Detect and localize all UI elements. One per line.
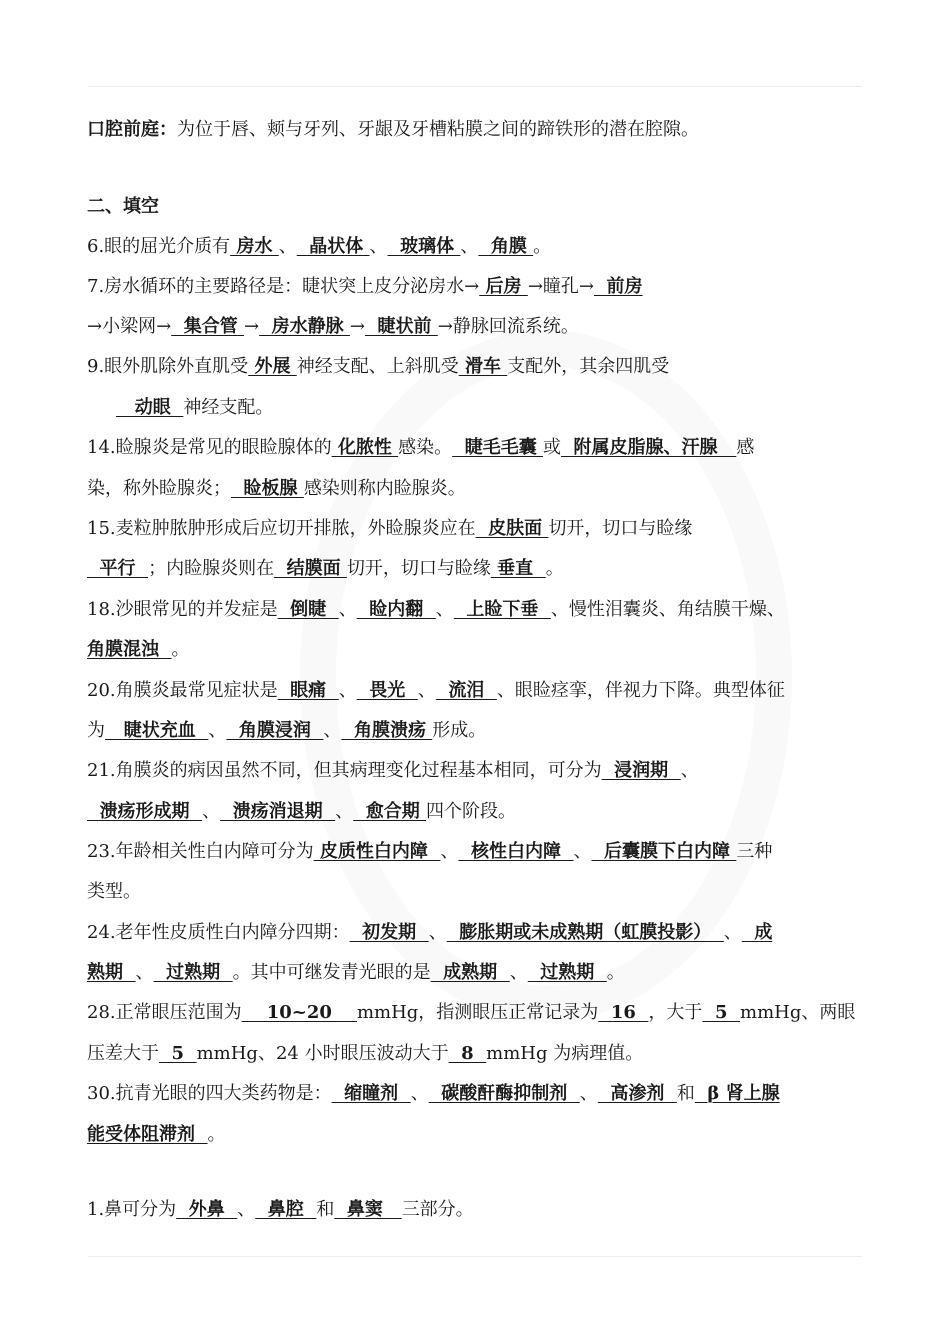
answer: 睫状前 (364, 316, 438, 337)
answer: 眼痛 (277, 680, 339, 701)
text: 三种 (736, 841, 773, 862)
question-21-line-1 (87, 758, 699, 784)
sep: 、 (440, 841, 459, 862)
answer: 核性白内障 (458, 841, 574, 862)
top-divider (88, 86, 862, 87)
text: 15.麦粒肿脓肿形成后应切开排脓，外睑腺炎应在 (87, 518, 476, 539)
answer: 溃疡消退期 (220, 801, 336, 822)
answer: 倒睫 (277, 599, 339, 620)
sep: 、 (237, 1199, 256, 1220)
answer: 角膜溃疡 (341, 720, 433, 741)
answer: 化脓性 (331, 437, 399, 458)
answer: 初发期 (349, 922, 429, 943)
answer: 睫状充血 (105, 720, 209, 741)
question-15-line-1 (87, 516, 692, 542)
sep: 、 (573, 841, 592, 862)
answer: 流泪 (435, 680, 497, 701)
text: 、慢性泪囊炎、角结膜干燥、 (550, 599, 785, 620)
text: 。 (606, 962, 625, 983)
text: ，大于 (648, 1002, 703, 1023)
text: 或 (542, 437, 561, 458)
answer: 前房 (593, 276, 643, 297)
question-6 (87, 234, 551, 260)
question-28-line-2 (87, 1041, 643, 1067)
answer: 角膜浸润 (226, 720, 324, 741)
question-23-line-2 (87, 879, 141, 905)
answer: 动眼 (116, 397, 184, 418)
question-24-line-1 (87, 920, 772, 946)
answer: 外鼻 (176, 1199, 238, 1220)
text: →瞳孔→ (527, 276, 594, 297)
text: 23.年龄相关性白内障可分为 (87, 841, 314, 862)
sep: 、 (579, 1083, 598, 1104)
question-14-line-2 (87, 476, 466, 502)
sep: 、 (680, 760, 699, 781)
answer: 平行 (87, 558, 149, 579)
answer: 皮质性白内障 (313, 841, 441, 862)
sep: 、 (208, 720, 227, 741)
answer: 睑内翻 (356, 599, 436, 620)
text: 染，称外睑腺炎； (87, 478, 231, 499)
answer: 畏光 (356, 680, 418, 701)
sep: 、 (509, 962, 528, 983)
section-title: 二、填空 (87, 196, 159, 217)
answer: 滑车 (458, 356, 508, 377)
text: 。其中可继发青光眼的是 (232, 962, 431, 983)
sep: 、 (723, 922, 742, 943)
answer: 能受体阻滞剂 (87, 1124, 208, 1145)
question-30-line-2 (87, 1122, 226, 1148)
text: 30.抗青光眼的四大类药物是： (87, 1083, 332, 1104)
answer: 上睑下垂 (453, 599, 551, 620)
answer: 10~20 (241, 1002, 357, 1023)
sep: 、 (369, 236, 388, 257)
term-label: 口腔前庭： (87, 119, 177, 140)
sep: 、 (410, 1083, 429, 1104)
answer: 房水静脉 (259, 316, 350, 337)
sep: 、 (135, 962, 154, 983)
text: ；内睑腺炎则在 (148, 558, 275, 579)
question-30-line-1 (87, 1081, 780, 1107)
answer: 垂直 (490, 558, 546, 579)
answer: 16 (598, 1002, 649, 1023)
answer: 睑板腺 (231, 478, 304, 499)
answer: 后房 (479, 276, 528, 297)
text: 三部分。 (401, 1199, 474, 1220)
answer: 成熟期 (430, 962, 510, 983)
text: 。 (207, 1124, 226, 1145)
sep: 、 (435, 599, 454, 620)
answer: 愈合期 (353, 801, 426, 822)
answer: 皮肤面 (475, 518, 549, 539)
answer: 5 (159, 1043, 197, 1064)
question-23-line-1 (87, 839, 772, 865)
text: 切开，切口与睑缘 (346, 558, 491, 579)
question-24-line-2 (87, 960, 625, 986)
answer: 后囊膜下白内障 (591, 841, 737, 862)
answer: 熟期 (87, 962, 136, 983)
answer: 缩瞳剂 (331, 1083, 411, 1104)
sep: 、 (202, 801, 221, 822)
text: →小梁网→ (87, 316, 172, 337)
question-15-line-2 (87, 556, 564, 582)
text: 24.老年性皮质性白内障分四期： (87, 922, 350, 943)
answer: 房水 (230, 236, 279, 257)
answer: 鼻腔 (255, 1199, 317, 1220)
text: 、眼睑痉挛，伴视力下降。典型体征 (496, 680, 785, 701)
answer: 碳酸酐酶抑制剂 (428, 1083, 580, 1104)
text: 感染则称内睑腺炎。 (303, 478, 466, 499)
text: 和 (316, 1199, 335, 1220)
text: 28.正常眼压范围为 (87, 1002, 242, 1023)
text: 1.鼻可分为 (87, 1199, 177, 1220)
answer: 成 (741, 922, 773, 943)
sep: → (243, 316, 260, 337)
text: 。 (533, 236, 552, 257)
answer: 过熟期 (527, 962, 607, 983)
question-14-line-1 (87, 435, 754, 461)
answer: 附属皮脂腺、汗腺 (560, 437, 737, 458)
text: 形成。 (432, 720, 487, 741)
text: mmHg、两眼 (740, 1002, 856, 1023)
answer: 结膜面 (274, 558, 347, 579)
sep: 、 (428, 922, 447, 943)
answer: 过熟期 (153, 962, 233, 983)
text: mmHg 为病理值。 (486, 1043, 644, 1064)
bottom-divider (88, 1256, 862, 1257)
text: 14.睑腺炎是常见的眼睑腺体的 (87, 437, 332, 458)
answer: 溃疡形成期 (87, 801, 203, 822)
text: 为 (87, 720, 105, 741)
answer: 晶状体 (296, 236, 370, 257)
answer: 角膜混浊 (87, 639, 172, 660)
question-28-line-1 (87, 1000, 855, 1026)
text: 压差大于 (87, 1043, 159, 1064)
text: 9.眼外肌除外直肌受 (87, 356, 249, 377)
definition-text: 为位于唇、颊与牙列、牙龈及牙槽粘膜之间的蹄铁形的潜在腔隙。 (177, 119, 699, 140)
question-7-line-1 (87, 274, 643, 300)
answer: 玻璃体 (387, 236, 461, 257)
sep: 、 (460, 236, 479, 257)
sep: 、 (323, 720, 342, 741)
text: 感染。 (398, 437, 453, 458)
answer: β 肾上腺 (694, 1083, 780, 1104)
text: →静脉回流系统。 (437, 316, 579, 337)
text: 6.眼的屈光介质有 (87, 236, 231, 257)
answer: 高渗剂 (597, 1083, 677, 1104)
text: 神经支配、上斜肌受 (296, 356, 459, 377)
answer: 角膜 (478, 236, 534, 257)
text: 类型。 (87, 881, 141, 902)
text: 20.角膜炎最常见症状是 (87, 680, 278, 701)
answer: 集合管 (171, 316, 244, 337)
answer: 外展 (248, 356, 297, 377)
sep: 、 (417, 680, 436, 701)
text: 。 (545, 558, 564, 579)
sep: → (349, 316, 365, 337)
question-18-line-2 (87, 637, 190, 663)
answer: 膨胀期或未成熟期（虹膜投影） (446, 922, 724, 943)
text: 。 (171, 639, 190, 660)
sep: 、 (338, 599, 357, 620)
vestibule-definition (87, 117, 699, 143)
question-20-line-2 (87, 718, 486, 744)
text: 切开，切口与睑缘 (548, 518, 693, 539)
question-9-line-2 (116, 395, 273, 421)
text: 感 (736, 437, 755, 458)
text: 四个阶段。 (425, 801, 516, 822)
sep: 、 (335, 801, 354, 822)
nose-question-1 (87, 1197, 474, 1223)
answer: 5 (702, 1002, 741, 1023)
sep: 、 (278, 236, 297, 257)
answer: 8 (448, 1043, 487, 1064)
sep: 、 (338, 680, 357, 701)
text: mmHg，指测眼压正常记录为 (356, 1002, 599, 1023)
question-20-line-1 (87, 678, 785, 704)
question-18-line-1 (87, 597, 785, 623)
text: 神经支配。 (183, 397, 274, 418)
answer: 鼻窦 (334, 1199, 402, 1220)
answer: 浸润期 (601, 760, 681, 781)
text: 和 (676, 1083, 695, 1104)
text: 支配外，其余四肌受 (507, 356, 670, 377)
question-21-line-2 (87, 799, 516, 825)
text: 18.沙眼常见的并发症是 (87, 599, 278, 620)
question-9-line-1 (87, 354, 669, 380)
answer: 睫毛毛囊 (452, 437, 543, 458)
watermark-logo (300, 330, 792, 1022)
text: 21.角膜炎的病因虽然不同，但其病理变化过程基本相同，可分为 (87, 760, 602, 781)
text: 7.房水循环的主要路径是：睫状突上皮分泌房水→ (87, 276, 480, 297)
text: mmHg、24 小时眼压波动大于 (196, 1043, 449, 1064)
question-7-line-2 (87, 314, 579, 340)
